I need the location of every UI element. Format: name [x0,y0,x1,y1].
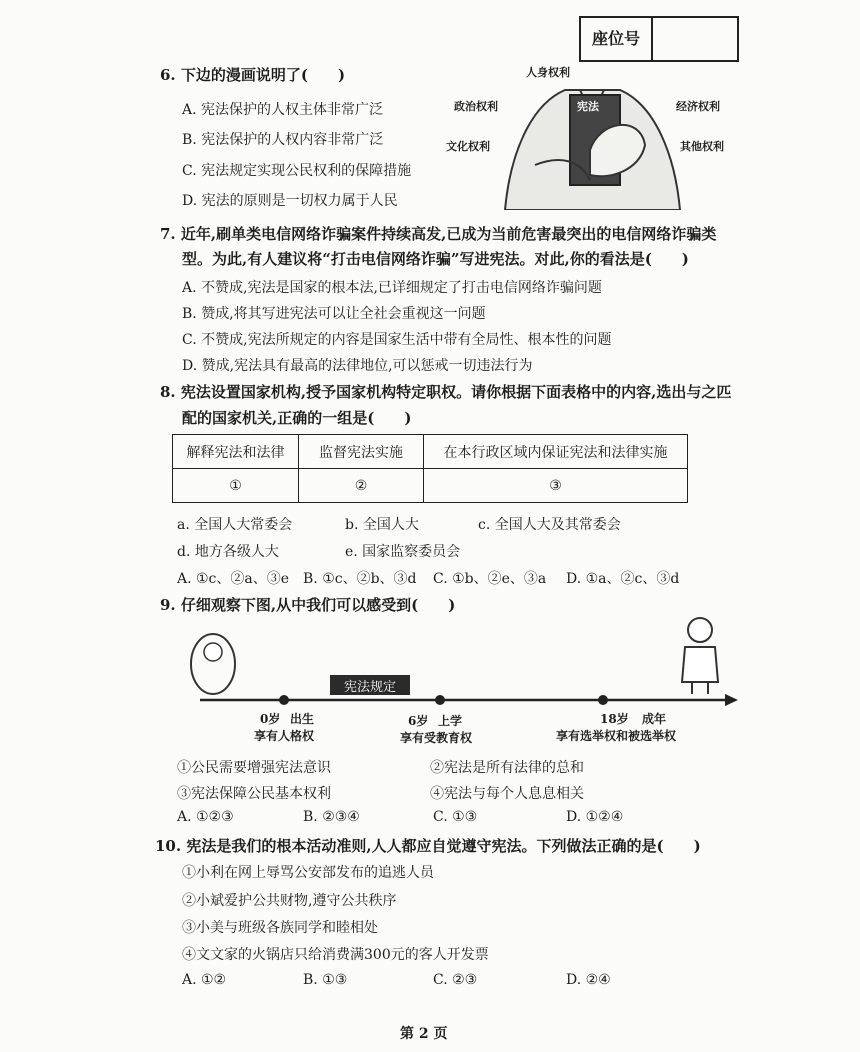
q9-stem: 9. 仔细观察下图,从中我们可以感受到( ) [160,596,456,614]
timeline-adult: 成年 [642,712,667,726]
q6-option-b: B. 宪法保护的人权内容非常广泛 [182,132,384,148]
q6-option-a: A. 宪法保护的人权主体非常广泛 [182,102,384,118]
timeline-school: 上学 [438,714,463,728]
timeline-age-0: 0岁 [260,712,281,726]
q8-cell-2: ② [299,469,424,503]
q7-option-b: B. 赞成,将其写进宪法可以让全社会重视这一问题 [182,306,486,322]
timeline-age-6: 6岁 [408,714,429,728]
page-number: 第 2 页 [400,1026,448,1042]
timeline-right-election: 享有选举权和被选举权 [556,729,677,743]
q9-option-a: A. ①②③ [177,809,234,825]
q9-statement-4: ④宪法与每个人息息相关 [430,786,584,802]
right-label-personal: 人身权利 [526,66,570,79]
q8-item-e: e. 国家监察委员会 [345,544,461,560]
q9-timeline-figure [180,612,740,747]
q8-header-2: 监督宪法实施 [299,435,424,469]
q6-option-d: D. 宪法的原则是一切权力属于人民 [182,193,398,209]
q10-option-d: D. ②④ [566,972,611,988]
q8-item-c: c. 全国人大及其常委会 [478,517,621,533]
q8-header-3: 在本行政区域内保证宪法和法律实施 [424,435,688,469]
q8-cell-1: ① [173,469,299,503]
timeline-age-18: 18岁 [600,712,629,726]
q7-stem-line2: 型。为此,有人建议将“打击电信网络诈骗”写进宪法。对此,你的看法是( ) [182,250,689,268]
q7-option-c: C. 不赞成,宪法所规定的内容是国家生活中带有全局性、根本性的问题 [182,332,612,348]
q9-statement-1: ①公民需要增强宪法意识 [177,760,331,776]
constitution-book-label: 宪法 [577,100,599,113]
q9-statement-2: ②宪法是所有法律的总和 [430,760,584,776]
q8-item-a: a. 全国人大常委会 [177,517,293,533]
timeline-right-education: 享有受教育权 [400,731,473,745]
q8-option-b: B. ①c、②b、③d [303,571,417,587]
person-holding-book-illustration [440,60,740,210]
q8-item-b: b. 全国人大 [345,517,419,533]
q10-statement-3: ③小美与班级各族同学和睦相处 [182,920,378,936]
q9-option-c: C. ①③ [433,809,478,825]
q7-option-d: D. 赞成,宪法具有最高的法律地位,可以惩戒一切违法行为 [182,358,533,374]
q7-stem-line1: 7. 近年,刷单类电信网络诈骗案件持续高发,已成为当前危害最突出的电信网络诈骗类 [160,225,717,243]
q10-statement-2: ②小斌爱护公共财物,遵守公共秩序 [182,893,397,909]
q8-option-a: A. ①c、②a、③e [177,571,290,587]
seat-number-box [579,16,739,62]
q6-option-c: C. 宪法规定实现公民权利的保障措施 [182,163,412,179]
table-row [173,435,688,469]
right-label-political: 政治权利 [454,100,498,113]
timeline-right-personality: 享有人格权 [254,729,315,743]
constitution-rule-banner: 宪法规定 [343,680,396,695]
seat-number-label: 座位号 [581,18,653,60]
q8-table [172,434,688,503]
q10-statement-1: ①小利在网上辱骂公安部发布的追逃人员 [182,865,434,881]
q10-statement-4: ④文文家的火锅店只给消费满300元的客人开发票 [182,947,489,963]
q9-statement-3: ③宪法保障公民基本权利 [177,786,331,802]
q10-option-a: A. ①② [182,972,227,988]
q8-stem-line1: 8. 宪法设置国家机构,授予国家机构特定职权。请你根据下面表格中的内容,选出与之匹 [160,383,732,401]
q10-option-b: B. ①③ [303,972,348,988]
q8-item-d: d. 地方各级人大 [177,544,279,560]
right-label-other: 其他权利 [680,140,724,153]
q9-option-b: B. ②③④ [303,809,360,825]
right-label-cultural: 文化权利 [446,140,490,153]
q8-option-d: D. ①a、②c、③d [566,571,680,587]
q6-stem: 6. 下边的漫画说明了( ) [160,66,346,84]
right-label-economic: 经济权利 [676,100,720,113]
q8-header-1: 解释宪法和法律 [173,435,299,469]
q10-stem: 10. 宪法是我们的根本活动准则,人人都应自觉遵守宪法。下列做法正确的是( ) [155,837,701,855]
q8-stem-line2: 配的国家机关,正确的一组是( ) [182,409,412,427]
q9-option-d: D. ①②④ [566,809,624,825]
timeline-birth: 出生 [290,712,315,726]
q7-option-a: A. 不赞成,宪法是国家的根本法,已详细规定了打击电信网络诈骗问题 [182,280,602,296]
q6-cartoon [440,60,740,210]
q10-option-c: C. ②③ [433,972,478,988]
q8-option-c: C. ①b、②e、③a [433,571,547,587]
table-row [173,469,688,503]
q8-cell-3: ③ [424,469,688,503]
